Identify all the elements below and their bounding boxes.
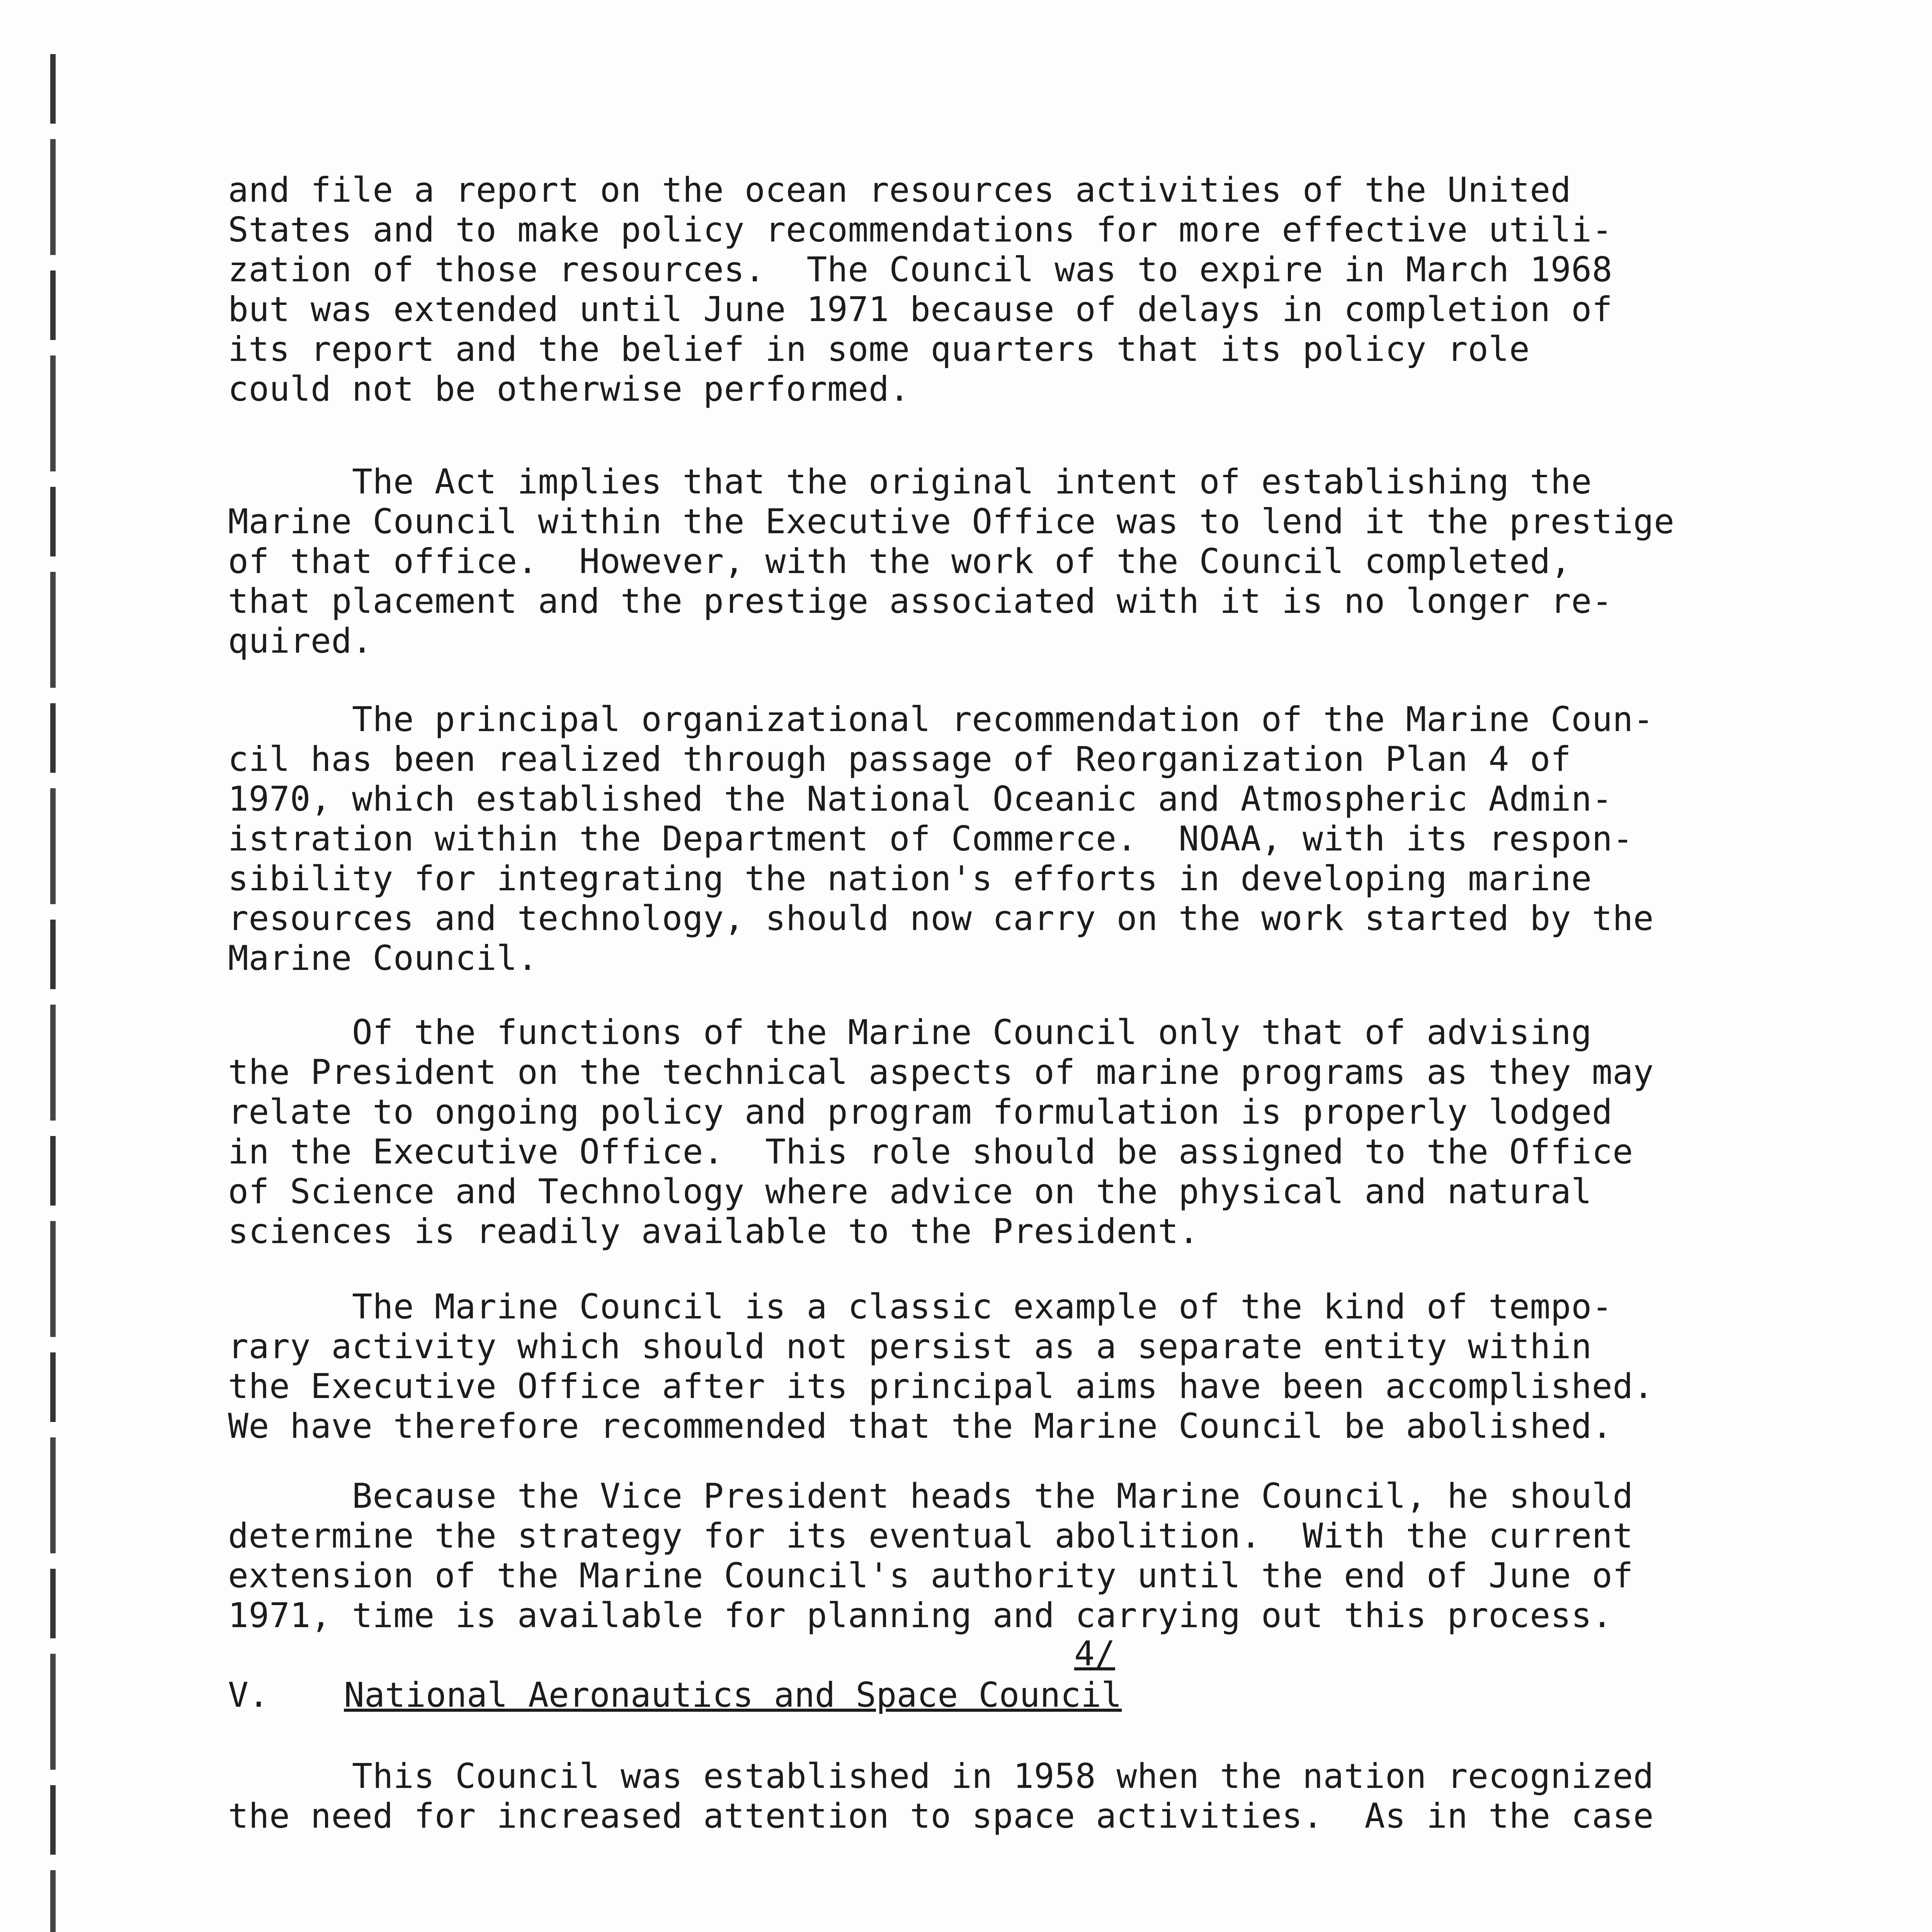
paragraph-6 — [228, 1476, 1633, 1635]
line: but was extended until June 1971 because of delays in completion of — [228, 289, 1613, 329]
line: Marine Council. — [228, 938, 538, 978]
line: 1971, time is available for planning and carrying out this process. — [228, 1595, 1613, 1635]
line: the President on the technical aspects of marine programs as they may — [228, 1052, 1654, 1092]
line: the need for increased attention to space activities. As in the case — [228, 1796, 1654, 1836]
line: quired. — [228, 621, 373, 661]
line: This Council was established in 1958 when the nation recognized — [228, 1756, 1654, 1796]
section-title: National Aeronautics and Space Council — [344, 1675, 1122, 1715]
line: its report and the belief in some quarters that its policy role — [228, 329, 1530, 369]
line: zation of those resources. The Council was to expire in March 1968 — [228, 250, 1613, 289]
line: of that office. However, with the work of the Council completed, — [228, 541, 1571, 581]
line: We have therefore recommended that the Marine Council be abolished. — [228, 1406, 1613, 1446]
line: istration within the Department of Commerce. NOAA, with its respon- — [228, 819, 1633, 859]
line: of Science and Technology where advice on the physical and natural — [228, 1172, 1592, 1211]
line: that placement and the prestige associated with it is no longer re- — [228, 581, 1613, 621]
line: sibility for integrating the nation's efforts in developing marine — [228, 859, 1592, 898]
line: in the Executive Office. This role should be assigned to the Office — [228, 1132, 1633, 1172]
line: relate to ongoing policy and program formulation is properly lodged — [228, 1092, 1613, 1132]
line: cil has been realized through passage of Reorganization Plan 4 of — [228, 739, 1571, 779]
line: rary activity which should not persist as a separate entity within — [228, 1327, 1592, 1366]
line: Marine Council within the Executive Office was to lend it the prestige — [228, 502, 1675, 541]
binding-edge-marks — [50, 54, 56, 1932]
line: and file a report on the ocean resources activities of the United — [228, 170, 1571, 210]
section-footnote-ref: 4/ — [1074, 1634, 1115, 1673]
line: The Marine Council is a classic example of the kind of tempo- — [228, 1287, 1613, 1327]
line: resources and technology, should now carry on the work started by the — [228, 898, 1654, 938]
paragraph-4 — [228, 1012, 1654, 1251]
paragraph-7 — [228, 1756, 1654, 1836]
line: 1970, which established the National Oceanic and Atmospheric Admin- — [228, 779, 1613, 819]
section-heading — [228, 1675, 1122, 1715]
paragraph-1 — [228, 170, 1613, 409]
paragraph-2 — [228, 462, 1675, 661]
paragraph-3 — [228, 699, 1654, 978]
paragraph-5 — [228, 1287, 1654, 1446]
line: The principal organizational recommendation of the Marine Coun- — [228, 699, 1654, 739]
line: States and to make policy recommendations for more effective utili- — [228, 210, 1613, 250]
line: could not be otherwise performed. — [228, 369, 910, 409]
line: The Act implies that the original intent of establishing the — [228, 462, 1592, 502]
line: Of the functions of the Marine Council only that of advising — [228, 1012, 1592, 1052]
line: the Executive Office after its principal aims have been accomplished. — [228, 1366, 1654, 1406]
line: Because the Vice President heads the Marine Council, he should — [228, 1476, 1633, 1516]
line: sciences is readily available to the President. — [228, 1211, 1199, 1251]
line: extension of the Marine Council's authority until the end of June of — [228, 1556, 1633, 1595]
section-number: V. — [228, 1675, 269, 1715]
line: determine the strategy for its eventual abolition. With the current — [228, 1516, 1633, 1556]
